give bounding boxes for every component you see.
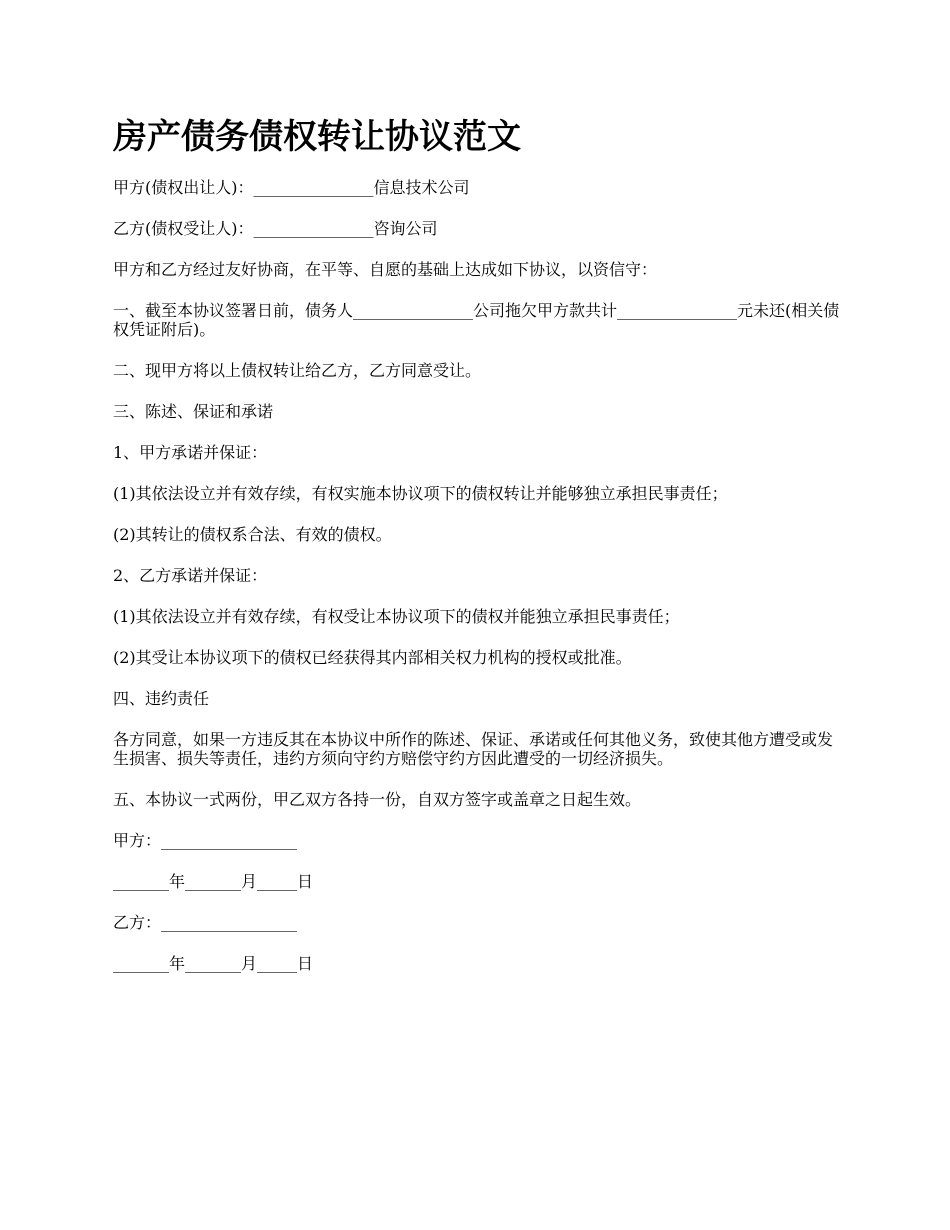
party-a-warranty-heading: 1、甲方承诺并保证：: [113, 443, 268, 462]
preamble-paragraph: 甲方和乙方经过友好协商，在平等、自愿的基础上达成如下协议，以资信守：: [113, 260, 658, 279]
breach-paragraph: 各方同意，如果一方违反其在本协议中所作的陈述、保证、承诺或任何其他义务，致使其他方遭受或发生损害、损失等责任，违约方须向守约方赔偿守约方因此遭受的一切经济损失。: [113, 730, 834, 768]
party-a-line: 甲方(债权出让人)：_______________信息技术公司: [113, 178, 470, 197]
clause-3-heading: 三、陈述、保证和承诺: [113, 402, 274, 421]
clause-4-heading: 四、违约责任: [113, 689, 210, 708]
party-a-warranty-2: (2)其转让的债权系合法、有效的债权。: [113, 525, 392, 544]
party-b-signature-line: 乙方：_________________: [113, 913, 298, 932]
party-b-line: 乙方(债权受让人)：_______________咨询公司: [113, 219, 438, 238]
party-b-warranty-1: (1)其依法设立并有效存续，有权受让本协议项下的债权并能独立承担民事责任；: [113, 607, 680, 626]
clause-1-paragraph: 一、截至本协议签署日前，债务人_______________公司拖欠甲方款共计_______________元未还(相关债权凭证附后)。: [113, 301, 840, 339]
party-b-warranty-2: (2)其受让本协议项下的债权已经获得其内部相关权力机构的授权或批准。: [113, 648, 632, 667]
document-page: [113, 113, 840, 995]
party-b-warranty-heading: 2、乙方承诺并保证：: [113, 566, 268, 585]
party-a-date-line: _______年_______月_____日: [113, 872, 314, 891]
party-a-warranty-1: (1)其依法设立并有效存续，有权实施本协议项下的债权转让并能够独立承担民事责任；: [113, 484, 728, 503]
clause-5-paragraph: 五、本协议一式两份，甲乙双方各持一份，自双方签字或盖章之日起生效。: [113, 790, 642, 809]
clause-2-paragraph: 二、现甲方将以上债权转让给乙方，乙方同意受让。: [113, 361, 482, 380]
party-b-date-line: _______年_______月_____日: [113, 954, 314, 973]
document-title: 房产债务债权转让协议范文: [113, 117, 521, 157]
party-a-signature-line: 甲方：_________________: [113, 831, 298, 850]
